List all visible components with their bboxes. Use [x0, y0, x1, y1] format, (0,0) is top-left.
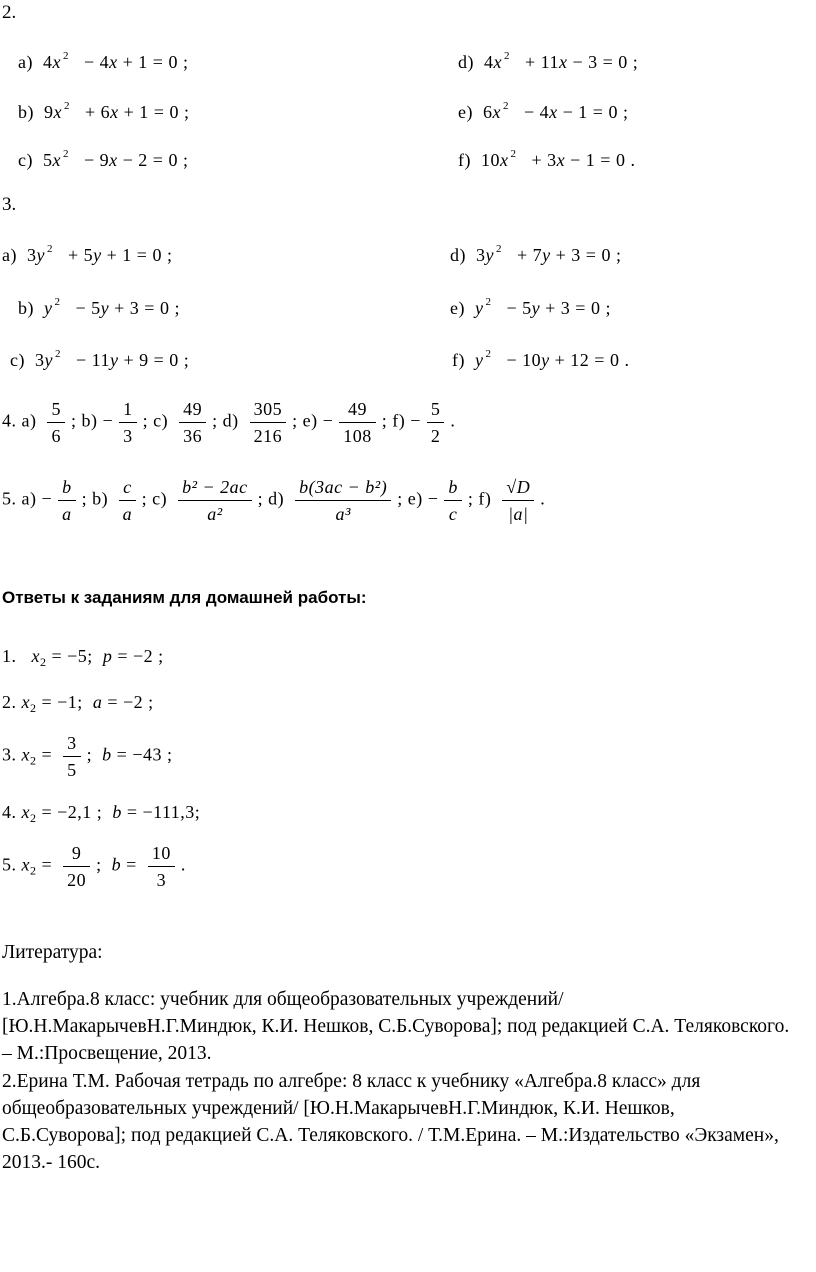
task5-line: 5. a) − $\frac{b}{a}$ ; b) $\frac{c}{a}$ ; c) $\frac{\text{b² − 2ac}}{\text{a²}}$ ; d) $\frac{\text{b(3ac − b²)}}{\text{a³}}$ ; e) − $\frac{b}{c}$ ; f) $\frac{√D}{|a|}$ . [2, 474, 545, 527]
task5-fraction-d: $\frac{\text{b(3ac − b²)}}{\text{a³}}$ [295, 474, 391, 527]
task4-fraction-a: $\frac{5}{6}$ [47, 396, 65, 449]
task3-item-f: f) y $^2$ − 10y + 12 = 0 . [452, 348, 630, 370]
task4-fraction-e: $\frac{49}{108}$ [339, 396, 376, 449]
literature-entry-1: 1.Алгебра.8 класс: учебник для общеобразовательных учреждений/ [Ю.Н.МакарычевН.Г.Миндюк, К.И. Нешков, С.Б.Суворова]; под редакцией С.А. Теляковского. – М.:Просвещение, 2013. [2, 989, 790, 1064]
task5-fraction-b: $\frac{c}{a}$ [119, 474, 136, 527]
task2-item-b: b) 9x $^2$ + 6x + 1 = 0 ; [18, 100, 190, 122]
answer-5-b-fraction: $\frac{10}{3}$ [148, 840, 175, 893]
task4-fraction-f: $\frac{5}{2}$ [427, 396, 445, 449]
literature-heading: Литература: [2, 942, 103, 963]
task3-item-c: c) 3y $^2$ − 11y + 9 = 0 ; [10, 348, 190, 370]
task4-fraction-b: $\frac{1}{3}$ [119, 396, 137, 449]
answer-5: 5. $x_2$ = $\frac{9}{20}$ ; b = $\frac{10}{3}$ . [2, 840, 186, 893]
answer-3: 3. $x_2$ = $\frac{3}{5}$ ; b = −43 ; [2, 730, 172, 783]
task4-fraction-d: $\frac{305}{216}$ [250, 396, 287, 449]
answer-3-fraction: $\frac{3}{5}$ [63, 730, 81, 783]
literature-entry-2: 2.Ерина Т.М. Рабочая тетрадь по алгебре: 8 класс к учебнику «Алгебра.8 класс» для общеобразовательных учреждений/ [Ю.Н.МакарычевН.Г.Миндюк, К.И. Нешков, С.Б.Суворова]; под редакцией С.А. Теляковского. / Т.М.Ерина. – М.:Издательство «Экзамен», 2013.- 160с. [2, 1071, 779, 1173]
answer-1: 1. $x_2 = -5$; p = −2 ; [2, 646, 164, 669]
task5-fraction-c: $\frac{\text{b² − 2ac}}{\text{a²}}$ [178, 474, 252, 527]
task5-fraction-f: $\frac{√D}{|a|}$ [502, 474, 534, 527]
task5-fraction-e: $\frac{b}{c}$ [444, 474, 462, 527]
task3-number: 3. [2, 194, 17, 215]
task3-item-b: b) y $^2$ − 5y + 3 = 0 ; [18, 296, 180, 318]
task3-item-a: a) 3y $^2$ + 5y + 1 = 0 ; [2, 243, 173, 265]
task3-item-e: e) y $^2$ − 5y + 3 = 0 ; [450, 296, 611, 318]
task2-number: 2. [2, 2, 17, 23]
answer-5-x2-fraction: $\frac{9}{20}$ [63, 840, 90, 893]
answers-heading: Ответы к заданиям для домашней работы: [2, 588, 367, 607]
answer-2: 2. $x_2 = -1$; a = −2 ; [2, 692, 154, 715]
task2-item-f: f) 10x $^2$ + 3x − 1 = 0 . [458, 148, 636, 170]
task2-item-d: d) 4x $^2$ + 11x − 3 = 0 ; [458, 50, 639, 72]
task3-item-d: d) 3y $^2$ + 7y + 3 = 0 ; [450, 243, 622, 265]
task2-item-e: e) 6x $^2$ − 4x − 1 = 0 ; [458, 100, 629, 122]
task5-fraction-a: $\frac{b}{a}$ [58, 474, 76, 527]
task2-item-c: c) 5x $^2$ − 9x − 2 = 0 ; [18, 148, 189, 170]
task2-item-a: a) 4x $^2$ − 4x + 1 = 0 ; [18, 50, 189, 72]
task4-line: 4. a) $\frac{5}{6}$ ; b) − $\frac{1}{3}$ ; c) $\frac{49}{36}$ ; d) $\frac{305}{216}$ ; e) − $\frac{49}{108}$ ; f) − $\frac{5}{2}$ . [2, 396, 455, 449]
answer-4: 4. $x_2 = -2,1$ ; b = −111,3; [2, 802, 201, 825]
task4-fraction-c: $\frac{49}{36}$ [179, 396, 206, 449]
